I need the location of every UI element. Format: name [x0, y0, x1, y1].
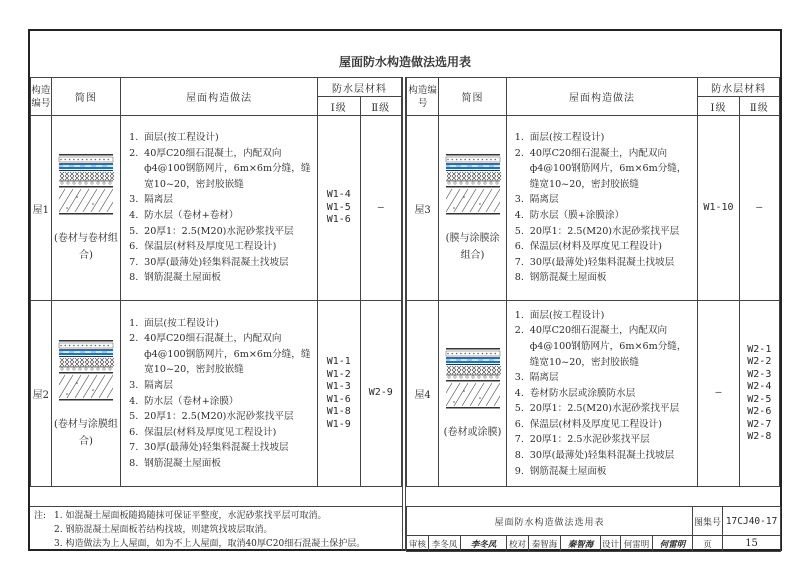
notes-section: [30, 506, 402, 551]
step-text: 30厚(最薄处)轻集料混凝土找坡层: [144, 442, 289, 454]
step-number: 6.: [129, 241, 139, 253]
method-steps: [507, 130, 698, 286]
design-label: 设计: [601, 536, 621, 552]
method-step: [129, 146, 313, 193]
method-step: [515, 208, 694, 224]
method-step: [129, 239, 313, 255]
step-number: 1.: [129, 132, 139, 144]
construction-code: 屋1: [31, 116, 52, 301]
method-step: [515, 130, 694, 146]
header-diagram: 简图: [439, 78, 507, 116]
step-text: 防水层（膜+涂膜涂）: [529, 210, 625, 221]
header-grade2: Ⅱ级: [739, 97, 779, 116]
section-diagram-cell: [51, 301, 120, 487]
notes-list: [54, 509, 398, 551]
drawing-frame: [28, 29, 782, 551]
method-step: [129, 130, 313, 146]
designer-signature: 何雷明: [653, 536, 693, 552]
method-step: [129, 440, 313, 456]
check-label: 校对: [507, 536, 529, 552]
header-material: 防水层材料: [318, 78, 402, 97]
reviewer-name: 李冬凤: [429, 536, 461, 552]
header-diagram: 简图: [51, 78, 120, 116]
method-steps: [121, 130, 317, 286]
right-table: [406, 77, 780, 487]
page-title: 屋面防水构造做法选用表: [338, 55, 471, 69]
step-number: 5.: [514, 403, 524, 415]
step-text: 20厚1：2.5(M20)水泥砂浆找平层: [529, 403, 680, 415]
grade1-material: —: [698, 301, 739, 487]
roof-section-diagram-icon: [444, 152, 502, 220]
table-row: [407, 301, 780, 487]
checker-signature: 秦智海: [561, 536, 601, 552]
atlas-label: 图集号: [693, 507, 723, 536]
step-text: 防水层（卷材+涂膜）: [144, 395, 239, 407]
method-step: [129, 224, 313, 240]
drawing-title: 屋面防水构造做法选用表: [407, 507, 693, 536]
step-number: 1.: [514, 132, 524, 144]
step-number: 8.: [514, 450, 524, 462]
step-number: 7.: [514, 256, 524, 268]
grade2-material: —: [739, 116, 779, 301]
step-number: 8.: [129, 272, 139, 284]
step-number: 4.: [514, 210, 524, 221]
step-text: 保温层(材料及厚度见工程设计): [144, 241, 277, 253]
step-text: 40厚C20细石混凝土，内配双向ф4@100钢筋网片，6m×6m分缝，缝宽10~20，密封胶嵌缝: [144, 147, 311, 190]
section-diagram-cell: [439, 116, 507, 301]
step-text: 面层(按工程设计): [529, 132, 605, 144]
header-grade1: Ⅰ级: [318, 97, 360, 116]
section-diagram-cell: [51, 116, 120, 301]
note-item: 1. 如混凝土屋面板随捣随抹可保证平整度，水泥砂浆找平层可取消。: [54, 511, 327, 521]
step-text: 隔离层: [529, 372, 559, 384]
step-number: 8.: [514, 272, 524, 284]
step-text: 保温层(材料及厚度见工程设计): [144, 426, 277, 438]
method-step: [129, 378, 313, 394]
method-step: [515, 224, 694, 240]
header-method: 屋面构造做法: [121, 78, 318, 116]
table-row: [407, 116, 780, 301]
step-text: 30厚(最薄处)轻集料混凝土找坡层: [529, 256, 675, 268]
step-text: 钢筋混凝土屋面板: [529, 272, 607, 284]
header-code: 构造编号: [407, 78, 439, 116]
diagram-caption: (卷材与涂膜组合): [53, 418, 118, 447]
step-text: 钢筋混凝土屋面板: [529, 465, 607, 477]
step-text: 面层(按工程设计): [144, 317, 219, 329]
section-diagram-cell: [439, 301, 507, 487]
step-text: 防水层（卷材+卷材）: [144, 210, 239, 221]
grade1-material: W1-1 W1-2 W1-3 W1-6 W1-8 W1-9: [318, 301, 360, 487]
table-row: [31, 116, 402, 301]
title-block: [406, 506, 781, 552]
step-number: 1.: [129, 317, 139, 329]
method-step: [515, 432, 694, 448]
method-step: [515, 370, 694, 386]
step-text: 钢筋混凝土屋面板: [144, 272, 221, 284]
step-number: 5.: [129, 411, 139, 423]
step-text: 30厚(最薄处)轻集料混凝土找坡层: [144, 256, 289, 268]
method-step: [515, 417, 694, 433]
notes-label: 注:: [34, 511, 47, 521]
step-number: 9.: [514, 465, 524, 477]
page-number: 15: [723, 536, 781, 552]
method-step: [515, 464, 694, 480]
step-text: 钢筋混凝土屋面板: [144, 457, 221, 469]
grade2-material: —: [360, 116, 401, 301]
step-number: 2.: [514, 147, 524, 159]
step-number: 6.: [129, 426, 139, 438]
method-step: [515, 386, 694, 402]
method-step: [129, 456, 313, 472]
step-number: 3.: [129, 379, 139, 391]
step-text: 40厚C20细石混凝土，内配双向ф4@100钢筋网片，6m×6m分缝，缝宽10~20，密封胶嵌缝: [529, 325, 687, 368]
step-number: 3.: [514, 194, 524, 206]
method-step: [515, 308, 694, 324]
roof-section-diagram-icon: [57, 152, 115, 220]
step-text: 隔离层: [529, 194, 559, 206]
method-steps: [121, 316, 317, 472]
step-text: 面层(按工程设计): [144, 132, 219, 144]
reviewer-signature: 李冬凤: [461, 536, 507, 552]
roof-section-diagram-icon: [57, 338, 115, 406]
step-text: 隔离层: [144, 194, 173, 206]
method-step: [515, 448, 694, 464]
step-number: 4.: [129, 210, 139, 221]
step-number: 3.: [514, 372, 524, 384]
step-number: 7.: [129, 256, 139, 268]
grade1-material: W1-4 W1-5 W1-6: [318, 116, 360, 301]
step-text: 40厚C20细石混凝土，内配双向ф4@100钢筋网片，6m×6m分缝，缝宽10~20，密封胶嵌缝: [529, 147, 687, 190]
step-number: 4.: [514, 387, 524, 399]
diagram-caption: (卷材与卷材组合): [53, 233, 118, 261]
step-text: 40厚C20细石混凝土，内配双向ф4@100钢筋网片，6m×6m分缝，缝宽10~20，密封胶嵌缝: [144, 333, 311, 376]
step-number: 2.: [129, 147, 139, 159]
grade2-material: W2-1 W2-2 W2-3 W2-4 W2-5 W2-6 W2-7 W2-8: [739, 301, 779, 487]
method-step: [515, 401, 694, 417]
step-number: 6.: [514, 418, 524, 430]
method-step: [129, 270, 313, 286]
header-method: 屋面构造做法: [506, 78, 698, 116]
atlas-number: 17CJ40-17: [723, 507, 781, 536]
grade2-material: W2-9: [360, 301, 401, 487]
step-number: 7.: [129, 442, 139, 454]
page-label: 页: [693, 536, 723, 552]
step-number: 8.: [129, 457, 139, 469]
method-step: [515, 323, 694, 370]
method-step: [129, 255, 313, 271]
method-step: [515, 255, 694, 271]
diagram-caption: (卷材或涂膜): [443, 427, 502, 438]
method-cell: [121, 116, 318, 301]
roof-section-diagram-icon: [444, 346, 502, 414]
step-number: 5.: [514, 225, 524, 237]
step-number: 1.: [514, 309, 524, 321]
method-step: [515, 146, 694, 193]
header-grade2: Ⅱ级: [360, 97, 401, 116]
step-number: 3.: [129, 194, 139, 206]
header-material: 防水层材料: [698, 78, 780, 97]
step-text: 面层(按工程设计): [529, 309, 605, 321]
step-number: 2.: [129, 333, 139, 345]
step-text: 保温层(材料及厚度见工程设计): [529, 241, 662, 253]
step-number: 7.: [514, 434, 524, 446]
method-cell: [506, 116, 698, 301]
step-number: 5.: [129, 225, 139, 237]
step-text: 20厚1：2.5(M20)水泥砂浆找平层: [144, 411, 294, 423]
header-grade1: Ⅰ级: [698, 97, 739, 116]
step-text: 卷材防水层或涂膜防水层: [529, 387, 636, 399]
step-number: 2.: [514, 325, 524, 337]
method-steps: [507, 308, 698, 480]
method-step: [129, 425, 313, 441]
method-step: [129, 316, 313, 332]
step-text: 20厚1：2.5水泥砂浆找平层: [529, 434, 650, 446]
construction-code: 屋2: [31, 301, 52, 487]
method-step: [129, 394, 313, 410]
method-cell: [121, 301, 318, 487]
method-cell: [506, 301, 698, 487]
review-label: 审核: [407, 536, 429, 552]
method-step: [515, 192, 694, 208]
step-number: 6.: [514, 241, 524, 253]
step-text: 隔离层: [144, 379, 173, 391]
method-step: [129, 208, 313, 224]
method-step: [129, 331, 313, 378]
grade1-material: W1-10: [698, 116, 739, 301]
checker-name: 秦智海: [529, 536, 561, 552]
method-step: [129, 192, 313, 208]
method-step: [129, 409, 313, 425]
diagram-caption: (膜与涂膜涂组合): [445, 233, 500, 261]
step-text: 20厚1：2.5(M20)水泥砂浆找平层: [144, 225, 294, 237]
left-table: [30, 77, 402, 487]
table-row: [31, 301, 402, 487]
construction-code: 屋4: [407, 301, 439, 487]
designer-name: 何雷明: [621, 536, 653, 552]
note-item: 2. 钢筋混凝土屋面板若结构找坡，则建筑找坡层取消。: [54, 525, 273, 535]
step-text: 20厚1：2.5(M20)水泥砂浆找平层: [529, 225, 680, 237]
method-step: [515, 239, 694, 255]
construction-code: 屋3: [407, 116, 439, 301]
note-item: 3. 构造做法为上人屋面，如为不上人屋面，取消40厚C20细石混凝土保护层。: [54, 539, 366, 549]
method-step: [515, 270, 694, 286]
step-text: 30厚(最薄处)轻集料混凝土找坡层: [529, 450, 675, 462]
header-code: 构造编号: [31, 78, 52, 116]
step-text: 保温层(材料及厚度见工程设计): [529, 418, 662, 430]
step-number: 4.: [129, 395, 139, 407]
